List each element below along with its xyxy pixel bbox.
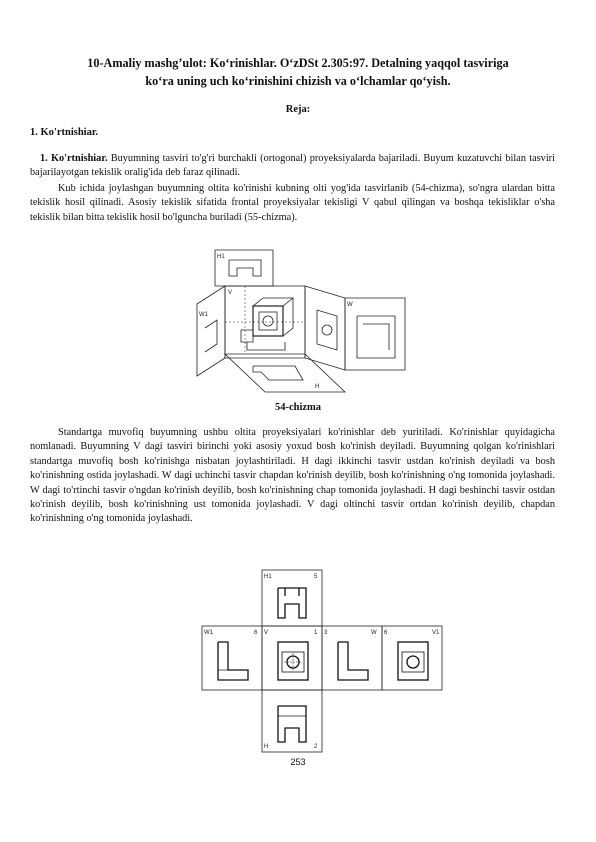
paragraph-3-text: Standartga muvofiq buyumning ushbu oltita proyeksiyalari ko'rinishlar deb yuritiladi. Ko'rinishlar quyidagicha nomlanadi. Buyumning V dagi tasviri birinchi yoki asosiy yoxud bosh ko'rinish deyiladi. Buyumning qolgan ko'rinishlari standartga muvofiq bosh ko'rinishga nisbatan joylashtiriladi. H dagi ikkinchi tasvir ustdan ko'rinish deyiladi va bosh ko'rinishning ostida joylashadi. W dagi uchinchi tasvir chapdan ko'rinish deyilib, bosh ko'rinishning o'ng tomonida joylashadi. W dagi to'rtinchi tasvir o'ngdan ko'rinish deyilib, bosh ko'rinishning chap tomonida joylashadi. H dagi beshinchi tasvir ostdan ko'rinish deyilib, bosh ko'rinishning ust tomonida joylashadi. V dagi oltinchi tasvir ortdan ko'rinish deyilib, chapdan ko'rinishning o'ng tomonida joylashadi. (30, 427, 555, 525)
section-heading: 1. Ko'rtnishiar. (30, 127, 99, 138)
fig1-label-w1: W1 (199, 312, 208, 318)
paragraph-3 (30, 426, 555, 527)
title-line-1: 10-Amaliy mashg’ulot: Ko‘rinishlar. O‘zDSt 2.305:97. Detalning yaqqol tasviriga (87, 56, 509, 70)
fig2-top-label: H1 (264, 574, 272, 580)
panel-far-right (345, 298, 405, 370)
plan-label: Reja: (285, 104, 311, 115)
fig2-front-number: 1 (314, 630, 318, 636)
fig2-bottom-number: 2 (314, 744, 318, 750)
fig2-top-number: 5 (314, 574, 318, 580)
view-bottom-box (262, 690, 322, 752)
object-body (253, 306, 283, 336)
fig1-label-h1: H1 (217, 254, 225, 260)
fig2-front-label: V (264, 630, 269, 636)
fig1-label-v: V (228, 290, 233, 296)
paragraph-2-text: Kub ichida joylashgan buyumning oltita ko'rinishi kubning olti yog'ida tasvirlanib (54-chizma), so'ngra ulardan bitta tekislik hosil qilinadi. Asosiy tekislik sifatida frontal proyeksiyalar tekisligi V qabul qilingan va boshqa tekisliklar o'sha tekislik bilan bitta tekislik hosil bo'lguncha buriladi (55-chizma). (30, 183, 555, 223)
fig2-back-label: V1 (432, 630, 440, 636)
panel-right (305, 286, 345, 370)
paragraph-1-lead: 1. Ko'rtnishiar. (40, 153, 108, 164)
page-number: 253 (290, 757, 306, 767)
fig2-bottom-label: H (264, 744, 269, 750)
figure-54-cube-views (195, 246, 410, 396)
page-title (40, 54, 556, 90)
paragraph-2 (30, 182, 555, 225)
figure-55-unfolded-views (200, 566, 445, 756)
paragraph-1-text: Buyumning tasviri to'g'ri burchakli (ortogonal) proyeksiyalarda bajariladi. Buyum kuzatuvchi bilan tasviri bajarilayotgan tekislik oralig'ida deb faraz qilinadi. (30, 153, 555, 179)
fig1-label-h: H (315, 384, 320, 390)
fig2-right-number: 3 (324, 630, 328, 636)
fig2-right-label: W (371, 630, 377, 636)
fig2-left-number: 6 (254, 630, 258, 636)
paragraph-1 (30, 152, 555, 181)
fig1-label-w: W (347, 302, 353, 308)
fig2-left-label: W1 (204, 630, 213, 636)
figure-54-caption: 54-chizma (274, 402, 322, 413)
title-line-2: ko‘ra uning uch ko‘rinishini chizish va o‘lchamlar qo‘yish. (145, 74, 451, 88)
panel-bottom (225, 354, 345, 392)
panel-left (197, 286, 225, 376)
fig2-back-number: 6 (384, 630, 388, 636)
